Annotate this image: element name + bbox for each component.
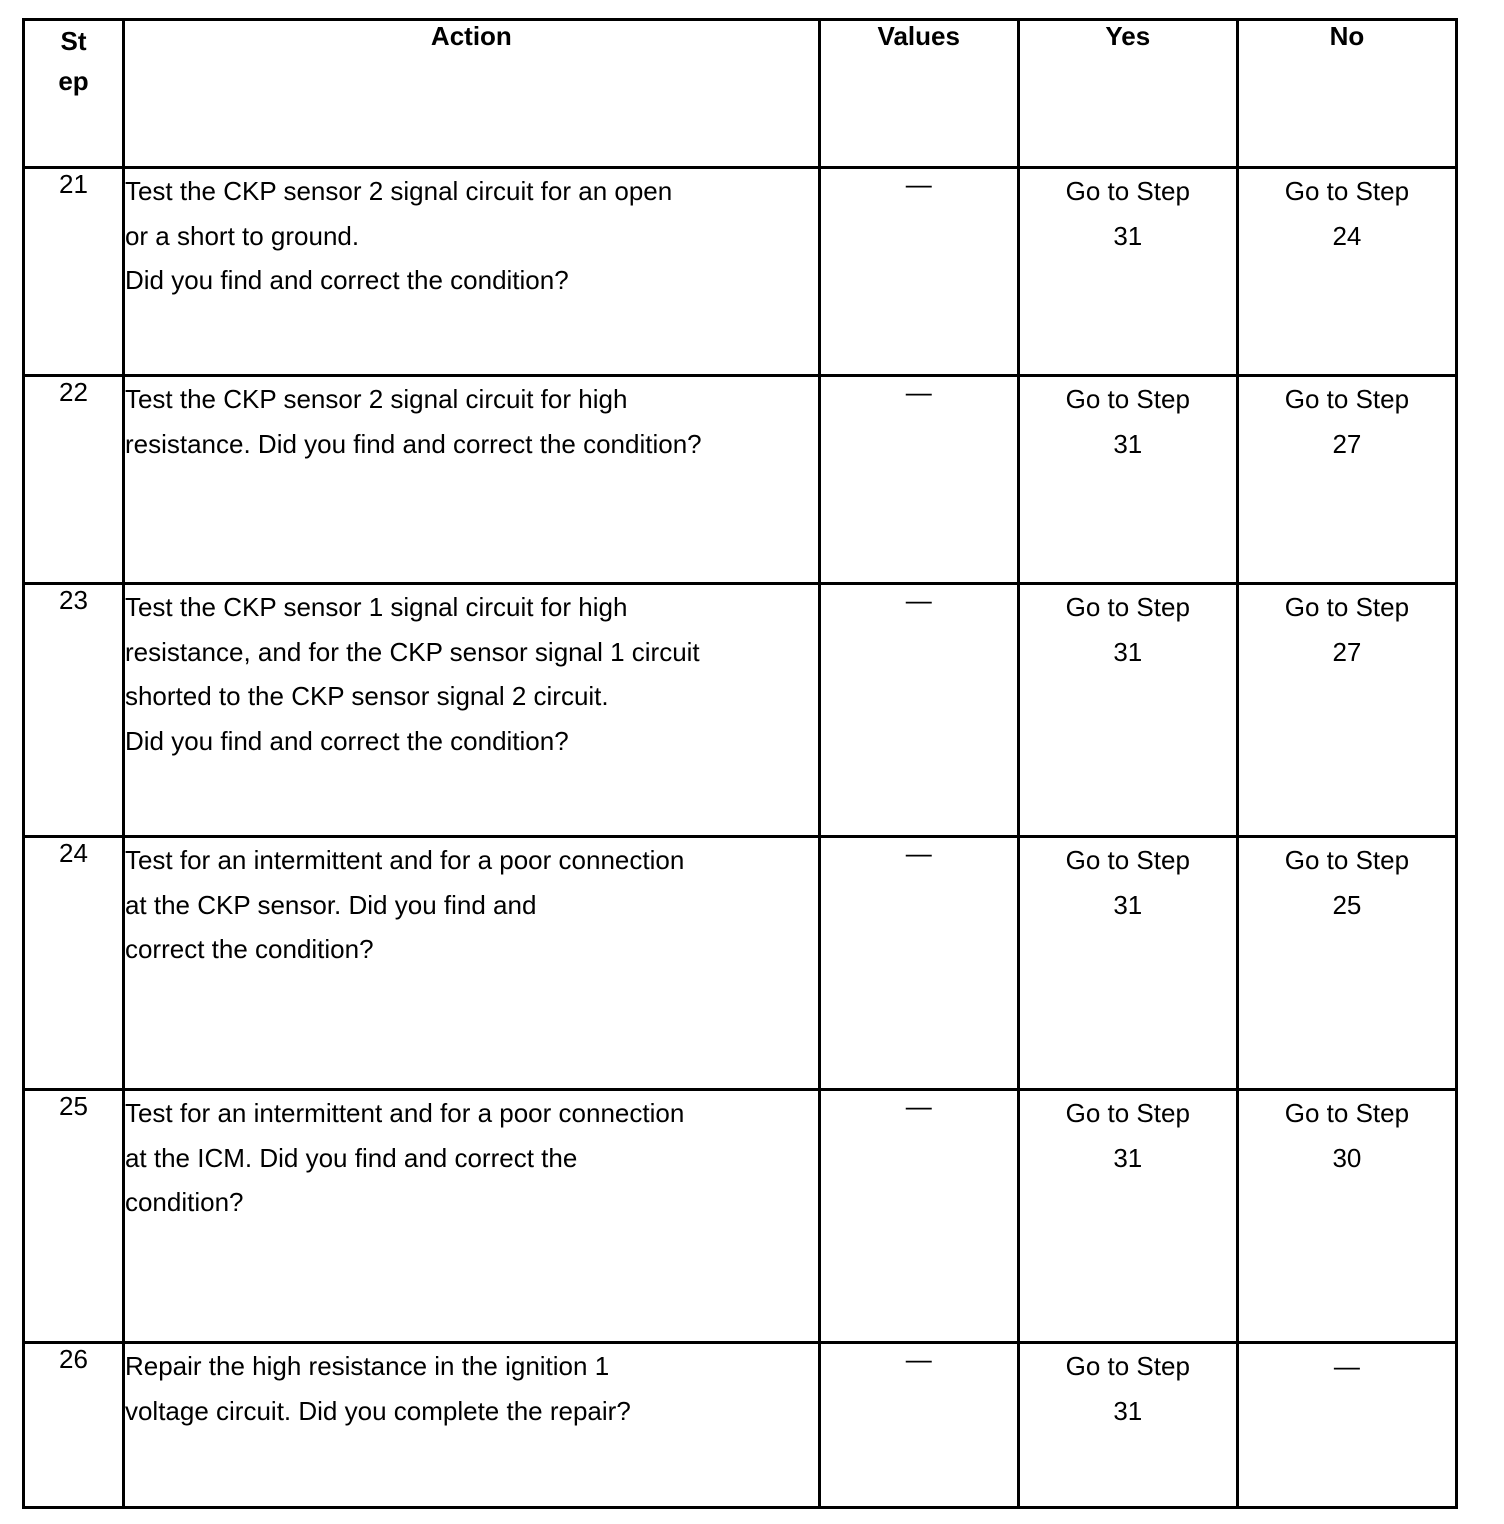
action-text-line: Test the CKP sensor 2 signal circuit for high (124, 384, 628, 414)
action-text-line: Test for an intermittent and for a poor connection (124, 845, 685, 875)
no-target-line: 27 (1332, 636, 1362, 667)
action-cell (123, 584, 819, 837)
action-text-line: at the ICM. Did you find and correct the (124, 1142, 578, 1173)
no-target-line: Go to Step (1284, 384, 1410, 414)
action-text-line: at the CKP sensor. Did you find and (124, 889, 537, 920)
table-row (24, 376, 1457, 584)
yes-target-line: 31 (1113, 889, 1143, 920)
yes-cell (1018, 1343, 1237, 1508)
yes-target-line: Go to Step (1065, 176, 1190, 206)
header-step-line2: ep (58, 66, 89, 96)
step-number: 23 (24, 584, 124, 837)
yes-target-line: 31 (1113, 1142, 1143, 1173)
action-text-line: or a short to ground. (124, 220, 360, 251)
yes-target-line: Go to Step (1065, 1351, 1190, 1381)
action-text-line: condition? (124, 1187, 244, 1217)
yes-target-line: 31 (1113, 636, 1143, 667)
header-step (24, 20, 124, 168)
yes-target-line: 31 (1113, 1395, 1143, 1426)
diagnostic-table (22, 18, 1458, 1509)
yes-cell (1018, 584, 1237, 837)
yes-cell (1018, 1090, 1237, 1343)
header-row (24, 20, 1457, 168)
step-number: 21 (24, 168, 124, 376)
action-text-line: resistance. Did you find and correct the condition? (124, 428, 702, 459)
action-text-line: Did you find and correct the condition? (124, 725, 569, 756)
action-cell (123, 837, 819, 1090)
action-cell (123, 168, 819, 376)
yes-target-line: Go to Step (1065, 845, 1190, 875)
yes-target-line: Go to Step (1065, 592, 1190, 622)
action-text-line: Repair the high resistance in the ignition 1 (124, 1351, 610, 1381)
no-cell (1237, 584, 1456, 837)
no-cell (1237, 1090, 1456, 1343)
step-number: 22 (24, 376, 124, 584)
action-text-line: Did you find and correct the condition? (124, 265, 569, 295)
header-values: Values (819, 20, 1018, 168)
no-cell (1237, 376, 1456, 584)
action-cell (123, 1090, 819, 1343)
action-cell (123, 1343, 819, 1508)
table-row (24, 584, 1457, 837)
no-target-line: 30 (1332, 1142, 1362, 1173)
yes-target-line: 31 (1113, 220, 1143, 251)
no-cell (1237, 1343, 1456, 1508)
no-target-line: 24 (1332, 220, 1362, 251)
header-action: Action (123, 20, 819, 168)
no-target-line: — (1333, 1351, 1360, 1381)
no-target-line: 25 (1332, 889, 1362, 920)
yes-cell (1018, 168, 1237, 376)
header-step-line1: St (60, 26, 87, 56)
yes-target-line: Go to Step (1065, 384, 1190, 414)
table-row (24, 837, 1457, 1090)
step-number: 25 (24, 1090, 124, 1343)
action-text-line: Test for an intermittent and for a poor connection (124, 1098, 685, 1128)
values-cell: — (819, 1343, 1018, 1508)
table-body (24, 168, 1457, 1508)
yes-target-line: 31 (1113, 428, 1143, 459)
values-cell: — (819, 837, 1018, 1090)
action-text-line: Test the CKP sensor 1 signal circuit for high (124, 592, 628, 622)
step-number: 24 (24, 837, 124, 1090)
action-text-line: correct the condition? (124, 934, 374, 964)
header-yes: Yes (1018, 20, 1237, 168)
step-number: 26 (24, 1343, 124, 1508)
no-target-line: Go to Step (1284, 176, 1410, 206)
table-row (24, 1343, 1457, 1508)
action-text-line: Test the CKP sensor 2 signal circuit for an open (124, 176, 673, 206)
values-cell: — (819, 168, 1018, 376)
action-text-line: voltage circuit. Did you complete the repair? (124, 1395, 631, 1426)
yes-cell (1018, 837, 1237, 1090)
yes-cell (1018, 376, 1237, 584)
no-target-line: Go to Step (1284, 845, 1410, 875)
no-target-line: Go to Step (1284, 592, 1410, 622)
no-target-line: Go to Step (1284, 1098, 1410, 1128)
no-cell (1237, 168, 1456, 376)
header-no: No (1237, 20, 1456, 168)
action-cell (123, 376, 819, 584)
yes-target-line: Go to Step (1065, 1098, 1190, 1128)
table-row (24, 1090, 1457, 1343)
action-text-line: resistance, and for the CKP sensor signal 1 circuit (124, 636, 700, 667)
action-text-line: shorted to the CKP sensor signal 2 circuit. (124, 681, 609, 711)
values-cell: — (819, 584, 1018, 837)
values-cell: — (819, 1090, 1018, 1343)
values-cell: — (819, 376, 1018, 584)
no-target-line: 27 (1332, 428, 1362, 459)
no-cell (1237, 837, 1456, 1090)
table-row (24, 168, 1457, 376)
